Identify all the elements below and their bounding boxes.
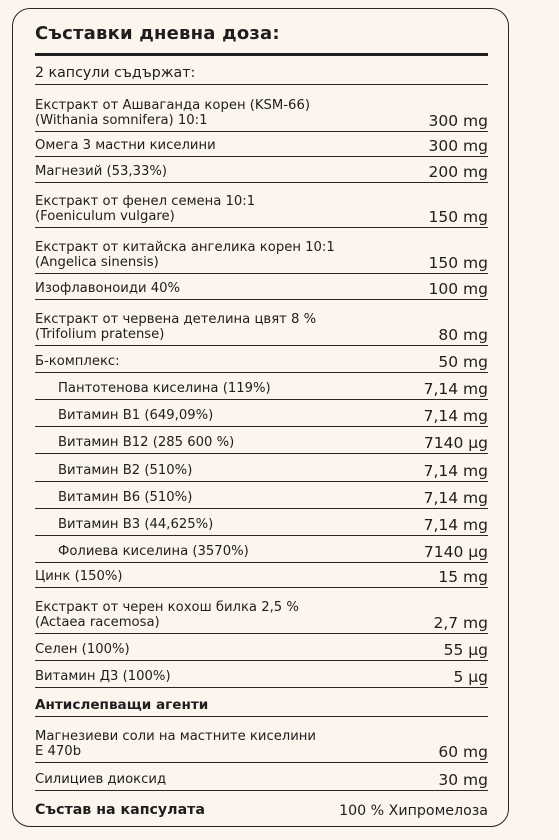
ingredient-amount: 300 mg (428, 137, 488, 155)
ingredient-name: Екстракт от фенел семена 10:1 (35, 194, 256, 209)
ingredient-name: Екстракт от червена детелина цвят 8 % (35, 312, 317, 327)
ingredients-card (12, 8, 509, 827)
ingredient-amount: 7,14 mg (423, 516, 488, 534)
ingredient-name: Силициев диоксид (35, 772, 167, 787)
ingredient-amount: 7140 µg (423, 543, 488, 561)
ingredient-row (35, 274, 488, 300)
ingredient-row (35, 634, 488, 661)
ingredient-row (35, 300, 488, 346)
capsule-composition-label: Състав на капсулата (35, 802, 205, 818)
ingredient-name: Магнезий (53,33%) (35, 164, 168, 179)
ingredient-name: Витамин Д3 (100%) (35, 669, 171, 684)
ingredient-amount: 55 µg (443, 641, 488, 659)
ingredient-amount: 50 mg (438, 353, 488, 371)
ingredient-row (35, 588, 488, 634)
ingredient-amount: 300 mg (428, 112, 488, 130)
ingredient-row (35, 85, 488, 132)
ingredient-row (35, 228, 488, 274)
ingredient-name: Екстракт от Ашваганда корен (KSM-66) (35, 98, 310, 113)
capsule-composition-row (35, 791, 488, 821)
ingredient-subrow (35, 373, 488, 400)
ingredient-name: Витамин B3 (44,625%) (58, 517, 214, 532)
ingredient-name: Екстракт от черен кохош билка 2,5 % (35, 600, 299, 615)
ingredient-amount: 80 mg (438, 326, 488, 344)
ingredient-name: Цинк (150%) (35, 569, 123, 584)
ingredient-name: Магнезиеви соли на мастните киселини (35, 729, 316, 744)
capsule-composition-value: 100 % Хипромелоза (339, 803, 488, 819)
ingredient-row (35, 661, 488, 688)
intro-row (35, 56, 488, 85)
ingredient-amount: 200 mg (428, 163, 488, 181)
ingredient-amount: 15 mg (438, 568, 488, 586)
ingredient-name: Витамин B12 (285 600 %) (58, 435, 235, 450)
ingredient-name: Екстракт от китайска ангелика корен 10:1 (35, 240, 335, 255)
ingredient-row (35, 157, 488, 183)
ingredient-amount: 5 µg (453, 668, 488, 686)
ingredient-subrow (35, 536, 488, 563)
ingredient-latin-name: (Angelica sinensis) (35, 255, 159, 270)
intro-text: 2 капсули съдържат: (35, 65, 196, 81)
ingredient-row (35, 717, 488, 763)
ingredient-amount: 150 mg (428, 254, 488, 272)
ingredient-amount: 7,14 mg (423, 407, 488, 425)
ingredient-name: Пантотенова киселина (119%) (58, 381, 271, 396)
ingredient-latin-name: (Trifolium pratense) (35, 327, 165, 342)
ingredient-name: Б-комплекс: (35, 354, 120, 369)
ingredient-row (35, 563, 488, 588)
ingredient-subrow (35, 400, 488, 427)
ingredient-amount: 7,14 mg (423, 462, 488, 480)
ingredient-subrow (35, 482, 488, 509)
ingredient-row (35, 183, 488, 228)
ingredient-latin-name: (Actaea racemosa) (35, 615, 160, 630)
ingredient-amount: 30 mg (438, 771, 488, 789)
ingredient-amount: 100 mg (428, 280, 488, 298)
ingredient-subrow (35, 509, 488, 536)
ingredient-name: Витамин B2 (510%) (58, 463, 193, 478)
ingredient-row (35, 763, 488, 791)
ingredient-amount: 7,14 mg (423, 489, 488, 507)
ingredient-name: Омега 3 мастни киселини (35, 138, 216, 153)
ingredient-name: Селен (100%) (35, 642, 130, 657)
ingredient-name: Витамин B1 (649,09%) (58, 408, 214, 423)
ingredient-amount: 2,7 mg (433, 614, 488, 632)
ingredient-subrow (35, 427, 488, 454)
ingredient-amount: 150 mg (428, 208, 488, 226)
page-title: Съставки дневна доза: (35, 23, 488, 56)
ingredient-name: Витамин B6 (510%) (58, 490, 193, 505)
ingredient-row (35, 346, 488, 373)
section-heading-row (35, 688, 488, 717)
ingredient-latin-name: (Withania somnifera) 10:1 (35, 113, 208, 128)
ingredient-amount: 60 mg (438, 743, 488, 761)
ingredient-name: Фолиева киселина (3570%) (58, 544, 249, 559)
section-heading: Антислепващи агенти (35, 697, 209, 713)
ingredient-code: E 470b (35, 744, 82, 759)
ingredient-name: Изофлавоноиди 40% (35, 281, 181, 296)
ingredient-subrow (35, 454, 488, 482)
ingredient-amount: 7,14 mg (423, 380, 488, 398)
ingredient-amount: 7140 µg (423, 434, 488, 452)
ingredient-row (35, 132, 488, 157)
ingredient-latin-name: (Foeniculum vulgare) (35, 209, 175, 224)
